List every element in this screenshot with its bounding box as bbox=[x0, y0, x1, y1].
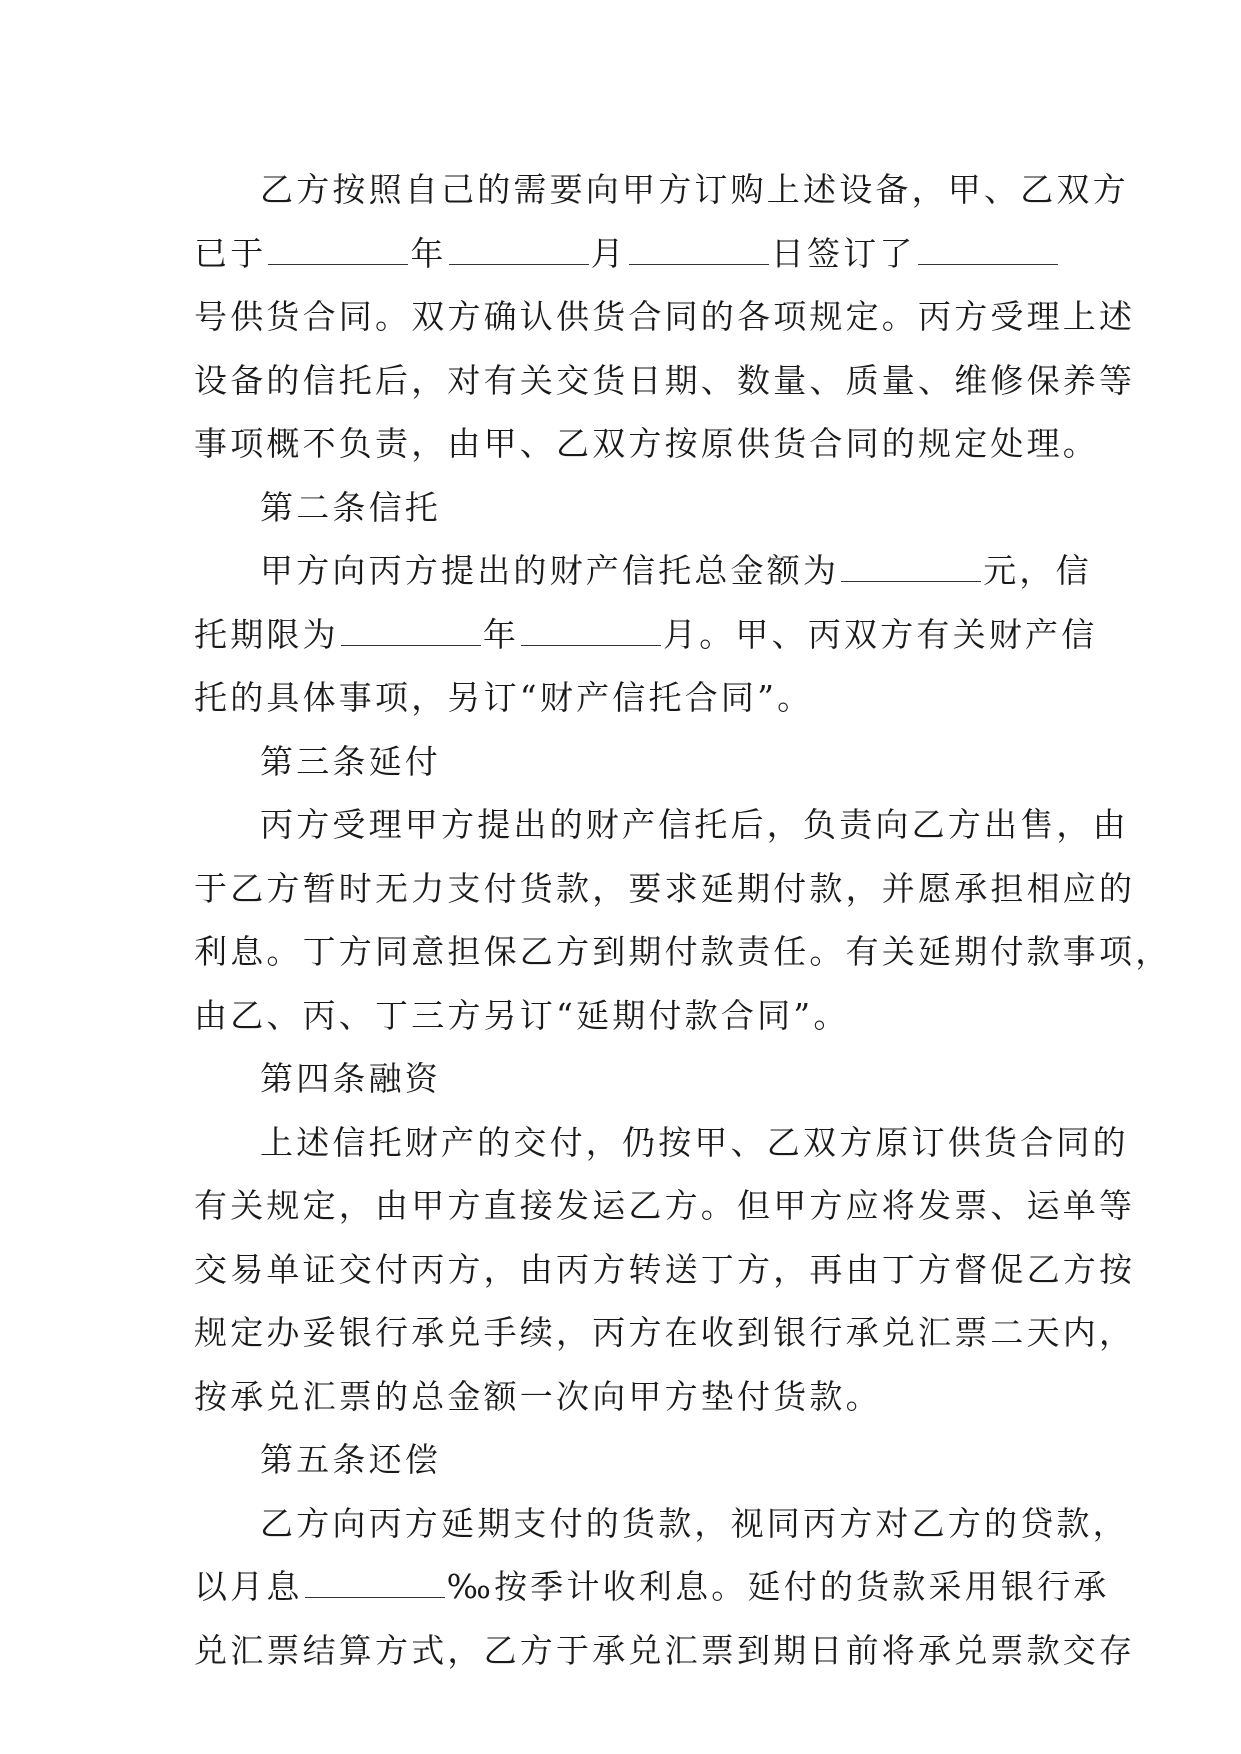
paragraph-line bbox=[194, 1174, 1136, 1238]
line-text: 按承兑汇票的总金额一次向甲方垫付货款。 bbox=[194, 1376, 882, 1416]
line-text: 号供货合同。双方确认供货合同的各项规定。丙方受理上述 bbox=[194, 297, 1136, 336]
section-heading bbox=[194, 476, 1056, 540]
paragraph-line bbox=[194, 158, 1129, 222]
line-text: 丙方受理甲方提出的财产信托后，负责向乙方出售，由 bbox=[260, 805, 1129, 844]
paragraph-line bbox=[194, 285, 1136, 349]
line-text: 年 bbox=[482, 614, 520, 654]
line-text: 乙方向丙方延期支付的货款，视同丙方对乙方的贷款， bbox=[260, 1503, 1129, 1543]
paragraph-line bbox=[194, 1555, 1110, 1619]
line-text: 月 bbox=[590, 233, 627, 273]
paragraph-line bbox=[194, 793, 1129, 857]
heading-text: 第五条还偿 bbox=[260, 1440, 441, 1479]
paragraph-line bbox=[194, 857, 1136, 921]
fill-in-blank bbox=[521, 621, 661, 646]
fill-in-blank bbox=[305, 1573, 445, 1598]
paragraph-line bbox=[194, 1365, 1056, 1429]
paragraph-line bbox=[194, 1238, 1136, 1302]
section-heading bbox=[194, 1047, 1056, 1111]
line-text: 事项概不负责，由甲、乙双方按原供货合同的规定处理。 bbox=[194, 424, 1099, 463]
line-text: 乙方按照自己的需要向甲方订购上述设备，甲、乙双方 bbox=[260, 170, 1129, 209]
fill-in-blank bbox=[841, 557, 981, 582]
document-body bbox=[194, 158, 1172, 1682]
paragraph-line bbox=[194, 1111, 1129, 1175]
paragraph-line bbox=[194, 603, 1098, 667]
paragraph-line bbox=[194, 984, 1056, 1048]
line-text: 兑汇票结算方式，乙方于承兑汇票到期日前将承兑票款交存 bbox=[194, 1630, 1136, 1670]
section-heading bbox=[194, 730, 1056, 794]
section-heading bbox=[194, 1428, 1056, 1492]
line-text: 规定办妥银行承兑手续，丙方在收到银行承兑汇票二天内， bbox=[194, 1313, 1136, 1352]
paragraph-line bbox=[194, 349, 1136, 413]
line-text: 元，信 bbox=[983, 551, 1092, 590]
paragraph-line bbox=[194, 920, 1172, 984]
line-text: 托期限为 bbox=[194, 614, 339, 654]
line-text: 年 bbox=[410, 233, 447, 273]
paragraph-line bbox=[194, 412, 1099, 476]
fill-in-blank bbox=[918, 240, 1058, 265]
line-text: 托的具体事项，另订“财产信托合同”。 bbox=[194, 678, 814, 717]
line-text: 日签订了 bbox=[770, 233, 916, 273]
line-text: 有关规定，由甲方直接发运乙方。但甲方应将发票、运单等 bbox=[194, 1186, 1136, 1225]
line-text: 上述信托财产的交付，仍按甲、乙双方原订供货合同的 bbox=[260, 1122, 1129, 1162]
paragraph-line bbox=[194, 539, 1092, 603]
paragraph-line bbox=[194, 1301, 1136, 1365]
fill-in-blank bbox=[629, 240, 769, 265]
heading-text: 第三条延付 bbox=[260, 741, 441, 781]
fill-in-blank bbox=[341, 621, 481, 646]
heading-text: 第二条信托 bbox=[260, 487, 441, 527]
paragraph-line bbox=[194, 666, 1056, 730]
paragraph-line bbox=[194, 1619, 1136, 1683]
line-text: 设备的信托后，对有关交货日期、数量、质量、维修保养等 bbox=[194, 360, 1136, 400]
line-text: 于乙方暂时无力支付货款，要求延期付款，并愿承担相应的 bbox=[194, 868, 1136, 908]
line-text: 甲方向丙方提出的财产信托总金额为 bbox=[260, 551, 840, 590]
line-text: ‰按季计收利息。延付的货款采用银行承 bbox=[446, 1567, 1110, 1606]
line-text: 由乙、丙、丁三方另订“延期付款合同”。 bbox=[194, 995, 850, 1035]
fill-in-blank bbox=[268, 240, 408, 265]
line-text: 以月息 bbox=[194, 1567, 303, 1606]
paragraph-line bbox=[194, 222, 1056, 286]
fill-in-blank bbox=[449, 240, 589, 265]
line-text: 月。甲、丙双方有关财产信 bbox=[663, 614, 1098, 654]
line-text: 已于 bbox=[194, 233, 267, 273]
line-text: 交易单证交付丙方，由丙方转送丁方，再由丁方督促乙方按 bbox=[194, 1249, 1136, 1289]
paragraph-line bbox=[194, 1492, 1129, 1556]
line-text: 利息。丁方同意担保乙方到期付款责任。有关延期付款事项， bbox=[194, 932, 1172, 971]
heading-text: 第四条融资 bbox=[260, 1059, 441, 1098]
